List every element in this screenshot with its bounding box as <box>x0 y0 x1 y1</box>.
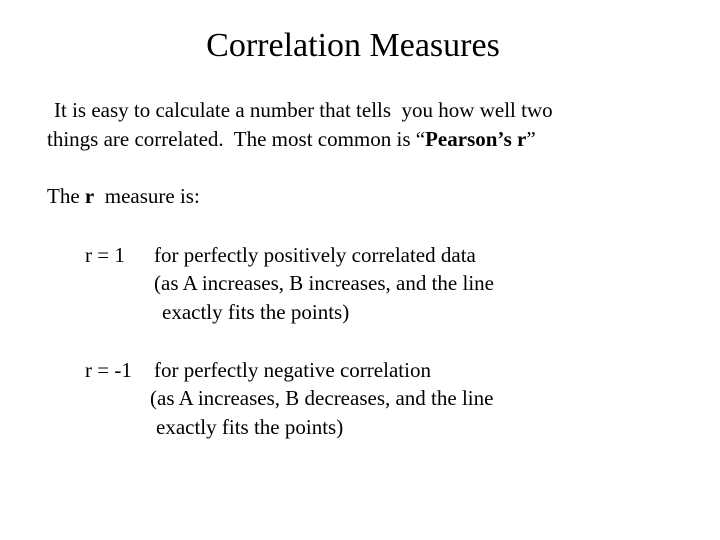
case-desc-r-neg-1-line-2: (as A increases, B decreases, and the line <box>150 386 494 410</box>
case-desc-r-1-line-2: (as A increases, B increases, and the line <box>154 271 494 295</box>
case-desc-r-neg-1-line-1: for perfectly negative correlation <box>154 358 431 382</box>
case-desc-r-1-line-1: for perfectly positively correlated data <box>154 243 476 267</box>
slide-title: Correlation Measures <box>206 27 500 64</box>
measure-heading-pre: The <box>47 184 85 208</box>
pearsons-r-term: Pearson’s r <box>425 127 527 151</box>
case-label-r-neg-1: r = -1 <box>85 358 132 382</box>
intro-line-2 <box>47 126 536 152</box>
measure-heading-post: measure is: <box>94 184 200 208</box>
measure-heading-r: r <box>84 184 95 208</box>
case-desc-r-neg-1-line-3: exactly fits the points) <box>156 415 344 439</box>
intro-line-2-text: things are correlated. The most common is “ <box>47 127 426 151</box>
case-desc-r-1-line-3: exactly fits the points) <box>162 300 350 324</box>
intro-line-1: It is easy to calculate a number that tells you how well two <box>54 98 553 122</box>
intro-line-2-close-quote: ” <box>526 127 536 151</box>
case-label-r-1: r = 1 <box>85 243 125 267</box>
measure-heading <box>47 183 200 209</box>
